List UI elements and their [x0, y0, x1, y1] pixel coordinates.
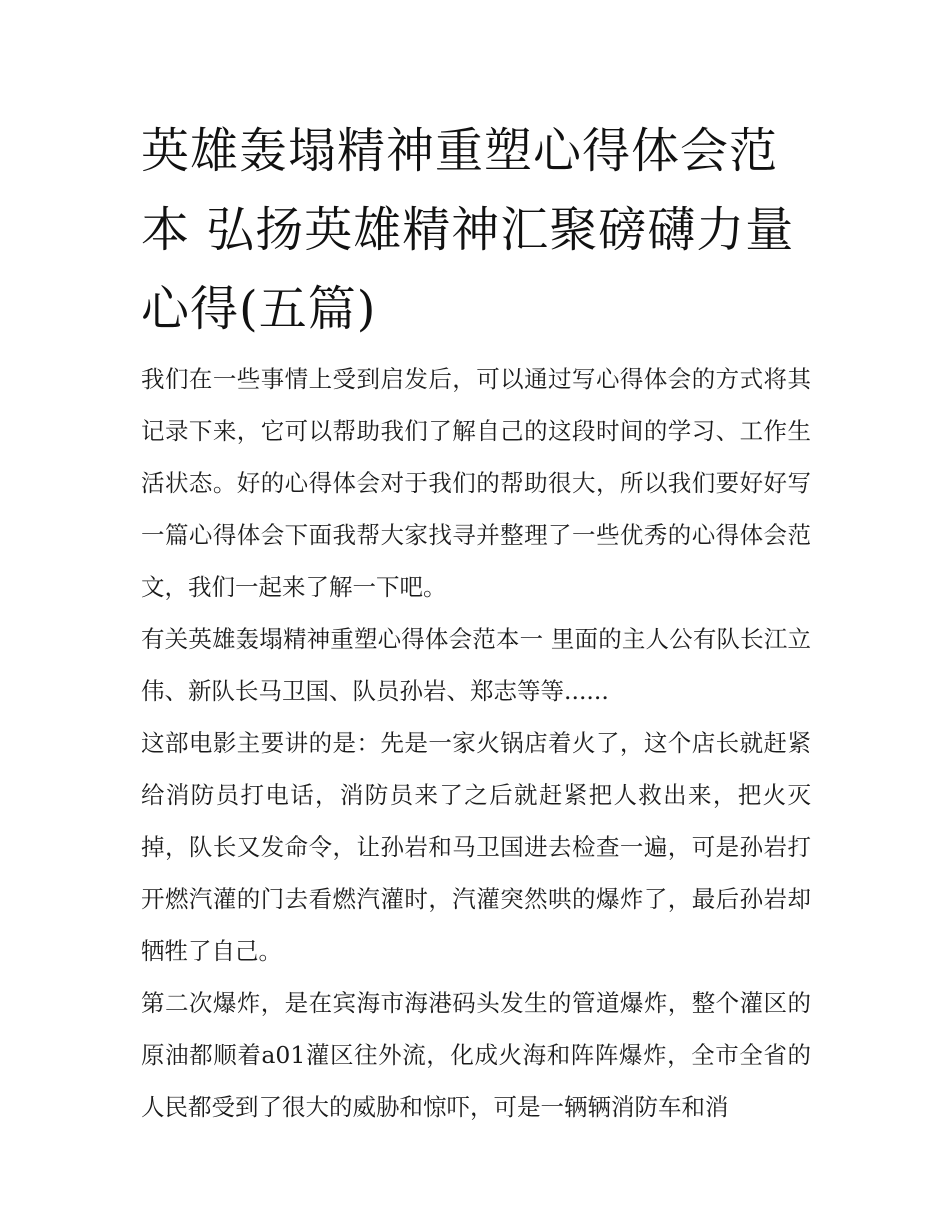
plot-paragraph-first-explosion: 这部电影主要讲的是：先是一家火锅店着火了，这个店长就赶紧给消防员打电话，消防员来了之后就赶紧把人救出来，把火灭掉，队长又发命令，让孙岩和马卫国进去检查一遍，可是孙岩打开燃汽灌的门去看燃汽灌时，汽灌突然哄的爆炸了，最后孙岩却牺牲了自己。: [141, 729, 811, 965]
document-page: [141, 112, 811, 1133]
intro-paragraph: 我们在一些事情上受到启发后，可以通过写心得体会的方式将其记录下来，它可以帮助我们了解自己的这段时间的学习、工作生活状态。好的心得体会对于我们的帮助很大，所以我们要好好写一篇心得体会下面我帮大家找寻并整理了一些优秀的心得体会范文，我们一起来了解一下吧。: [141, 365, 811, 601]
essay-one-heading-paragraph: 有关英雄轰塌精神重塑心得体会范本一 里面的主人公有队长江立伟、新队长马卫国、队员孙岩、郑志等等......: [141, 625, 811, 705]
plot-paragraph-second-explosion: 第二次爆炸，是在宾海市海港码头发生的管道爆炸，整个灌区的原油都顺着a01灌区往外流，化成火海和阵阵爆炸，全市全省的人民都受到了很大的威胁和惊吓，可是一辆辆消防车和消: [141, 989, 811, 1121]
document-title: 英雄轰塌精神重塑心得体会范本 弘扬英雄精神汇聚磅礴力量心得(五篇): [141, 123, 795, 337]
